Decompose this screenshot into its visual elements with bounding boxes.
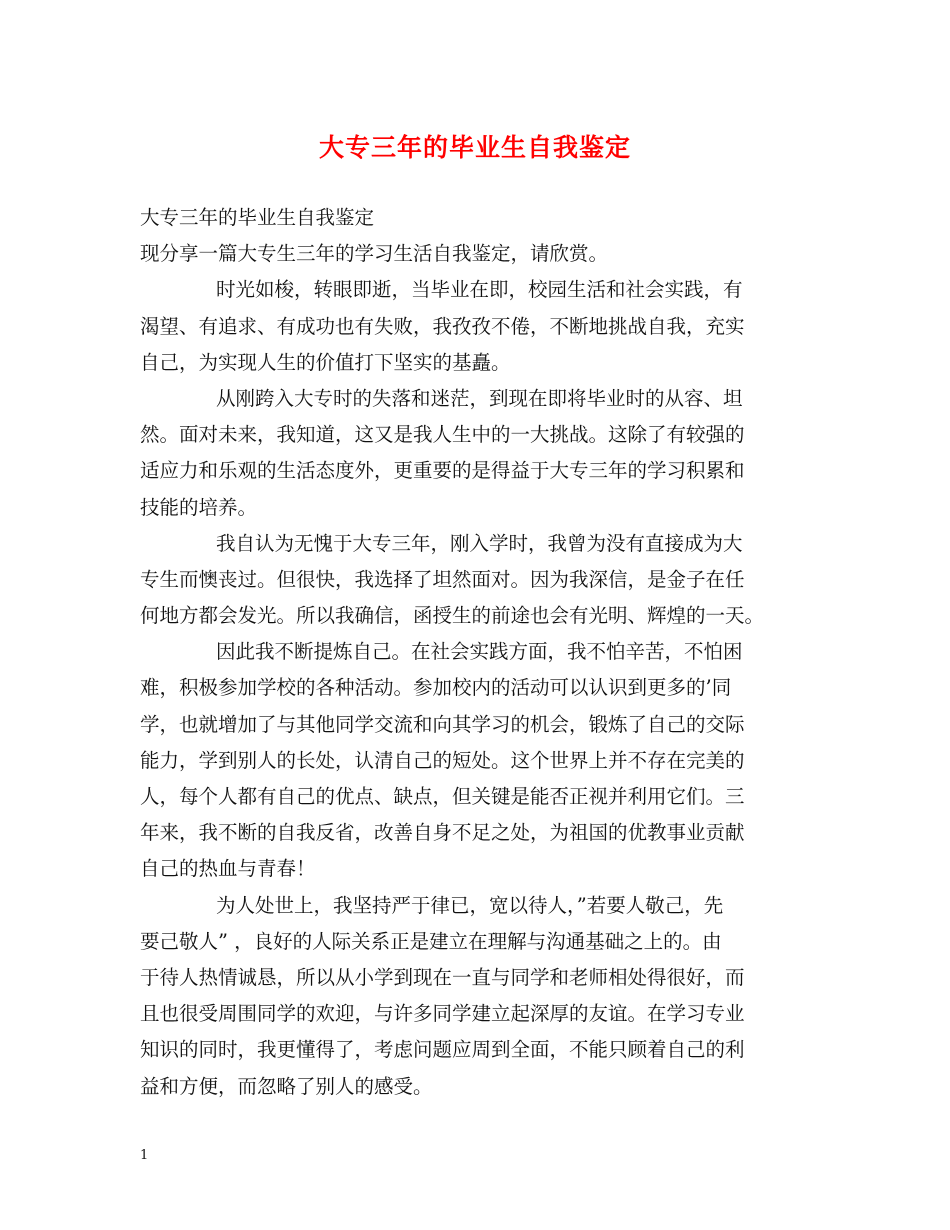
body-line: 难，积极参加学校的各种活动。参加校内的活动可以认识到更多的’同	[140, 676, 732, 700]
paragraph-first-line: 我自认为无愧于大专三年，刚入学时，我曾为没有直接成为大	[216, 531, 743, 555]
body-line: 人，每个人都有自己的优点、缺点，但关键是能否正视并利用它们。三	[140, 785, 745, 808]
body-line: 自己的热血与青春！	[140, 857, 316, 881]
paragraph-first-line: 时光如梭，转眼即逝，当毕业在即，校园生活和社会实践，有	[216, 278, 743, 302]
body-line: 适应力和乐观的生活态度外，更重要的是得益于大专三年的学习积累和	[140, 459, 745, 483]
body-line: 现分享一篇大专生三年的学习生活自我鉴定，请欣赏。	[140, 242, 609, 266]
body-line: 年来，我不断的自我反省，改善自身不足之处，为祖国的优教事业贡献	[140, 821, 745, 845]
body-line: 然。面对未来，我知道，这又是我人生中的一大挑战。这除了有较强的	[140, 423, 745, 447]
body-line: 知识的同时，我更懂得了，考虑问题应周到全面，不能只顾着自己的利	[140, 1038, 745, 1062]
paragraph-first-line: 为人处世上，我坚持严于律已，宽以待人，”若要人敬己，先	[216, 893, 724, 917]
paragraph-first-line: 因此我不断提炼自己。在社会实践方面，我不怕辛苦，不怕困	[216, 640, 743, 664]
body-line: 自己，为实现人生的价值打下坚实的基矗。	[140, 350, 511, 374]
page-number: 1	[140, 1148, 149, 1163]
body-line: 何地方都会发光。所以我确信，函授生的前途也会有光明、辉煌的一天。	[140, 604, 765, 628]
document-title: 大专三年的毕业生自我鉴定	[318, 133, 631, 162]
body-line: 学，也就增加了与其他同学交流和向其学习的机会，锻炼了自己的交际	[140, 712, 745, 736]
body-line: 于待人热情诚恳，所以从小学到现在一直与同学和老师相处得很好，而	[140, 965, 745, 989]
body-line: 能力，学到别人的长处，认清自己的短处。这个世界上并不存在完美的	[140, 748, 745, 772]
body-line: 专生而懊丧过。但很快，我选择了坦然面对。因为我深信，是金子在任	[140, 567, 745, 591]
body-line: 大专三年的毕业生自我鉴定	[140, 206, 375, 229]
paragraph-first-line: 从刚跨入大专时的失落和迷茫，到现在即将毕业时的从容、坦	[216, 386, 743, 410]
body-line: 要己敬人” ，良好的人际关系正是建立在理解与沟通基础之上的。由	[140, 929, 722, 953]
body-line: 技能的培养。	[140, 495, 258, 519]
body-line: 且也很受周围同学的欢迎，与许多同学建立起深厚的友谊。在学习专业	[140, 1002, 745, 1026]
body-line: 渴望、有追求、有成功也有失败，我孜孜不倦，不断地挑战自我，充实	[140, 314, 745, 338]
body-line: 益和方便，而忽略了别人的感受。	[140, 1074, 433, 1098]
document-body	[140, 200, 814, 1105]
